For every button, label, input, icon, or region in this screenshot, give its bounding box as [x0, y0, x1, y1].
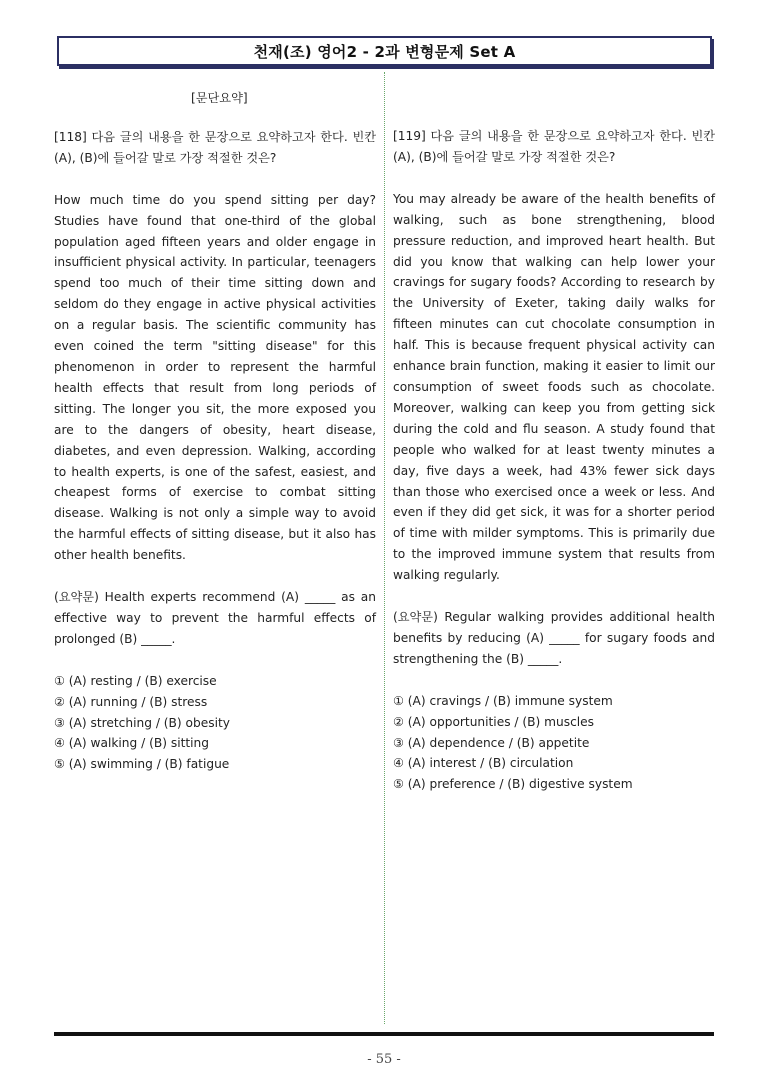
question-118-options [54, 671, 376, 776]
question-119-prompt: [119] 다음 글의 내용을 한 문장으로 요약하고자 한다. 빈칸 (A), (B)에 들어갈 말로 가장 적절한 것은? [393, 129, 715, 164]
option-3[interactable]: ③ (A) stretching / (B) obesity [54, 715, 230, 730]
option-1[interactable]: ① (A) cravings / (B) immune system [393, 693, 613, 708]
option-4[interactable]: ④ (A) interest / (B) circulation [393, 756, 574, 771]
page-number: - 55 - [367, 1052, 401, 1067]
option-1[interactable]: ① (A) resting / (B) exercise [54, 673, 217, 688]
option-2[interactable]: ② (A) opportunities / (B) muscles [393, 714, 595, 729]
column-divider [384, 72, 385, 1024]
page-title: 천재(조) 영어2 - 2과 변형문제 Set A [253, 42, 516, 61]
question-119-options [393, 691, 715, 796]
question-118-prompt: [118] 다음 글의 내용을 한 문장으로 요약하고자 한다. 빈칸 (A), (B)에 들어갈 말로 가장 적절한 것은? [54, 129, 376, 165]
option-4[interactable]: ④ (A) walking / (B) sitting [54, 736, 209, 751]
footer-rule [54, 1032, 714, 1036]
question-118-passage: How much time do you spend sitting per day? Studies have found that one-third of the global population aged fifteen years and older engage in insufficient physical activity. In particular, teenagers spend too much of their time sitting down and seldom do they engage in active physical activities on a regular basis. The scientific community has even coined the term "sitting disease" for this phenomenon in order to represent the harmful health effects that result from long periods of sitting. The longer you sit, the more exposed you are to the dangers of obesity, heart disease, diabetes, and even depression. Walking, according to health experts, is one of the safest, easiest, and cheapest forms of exercise to combat sitting disease. Walking is not only a simple way to avoid the harmful effects of sitting disease, but it also has other health benefits. [54, 192, 376, 563]
header-banner [57, 36, 712, 66]
question-118-summary: (요약문) Health experts recommend (A) _____ as an effective way to prevent the harmful effects of prolonged (B) _____. [54, 590, 376, 646]
right-column [393, 88, 715, 795]
option-3[interactable]: ③ (A) dependence / (B) appetite [393, 735, 590, 750]
option-2[interactable]: ② (A) running / (B) stress [54, 694, 208, 709]
left-column [54, 88, 376, 775]
option-5[interactable]: ⑤ (A) preference / (B) digestive system [393, 777, 633, 792]
section-label: [문단요약] [191, 91, 248, 105]
question-119-passage: You may already be aware of the health benefits of walking, such as bone strengthening, blood pressure reduction, and improved heart health. But did you know that walking can help lower your cravings for sugary foods? According to research by the University of Exeter, taking daily walks for fifteen minutes can cut chocolate consumption in half. This is because frequent physical activity can enhance brain function, making it easier to limit our consumption of sweet foods such as chocolate. Moreover, walking can keep you from getting sick during the cold and flu season. A study found that people who walked for at least twenty minutes a day, five days a week, had 43% fewer sick days than those who exercised once a week or less. And even if they did get sick, it was for a shorter period of time with milder symptoms. This is primarily due to the improved immune system that results from walking regularly. [393, 191, 715, 583]
question-119-summary: (요약문) Regular walking provides additional health benefits by reducing (A) _____ for sugary foods and strengthening the (B) _____. [393, 610, 715, 666]
option-5[interactable]: ⑤ (A) swimming / (B) fatigue [54, 757, 230, 772]
column-spacer [393, 88, 715, 126]
